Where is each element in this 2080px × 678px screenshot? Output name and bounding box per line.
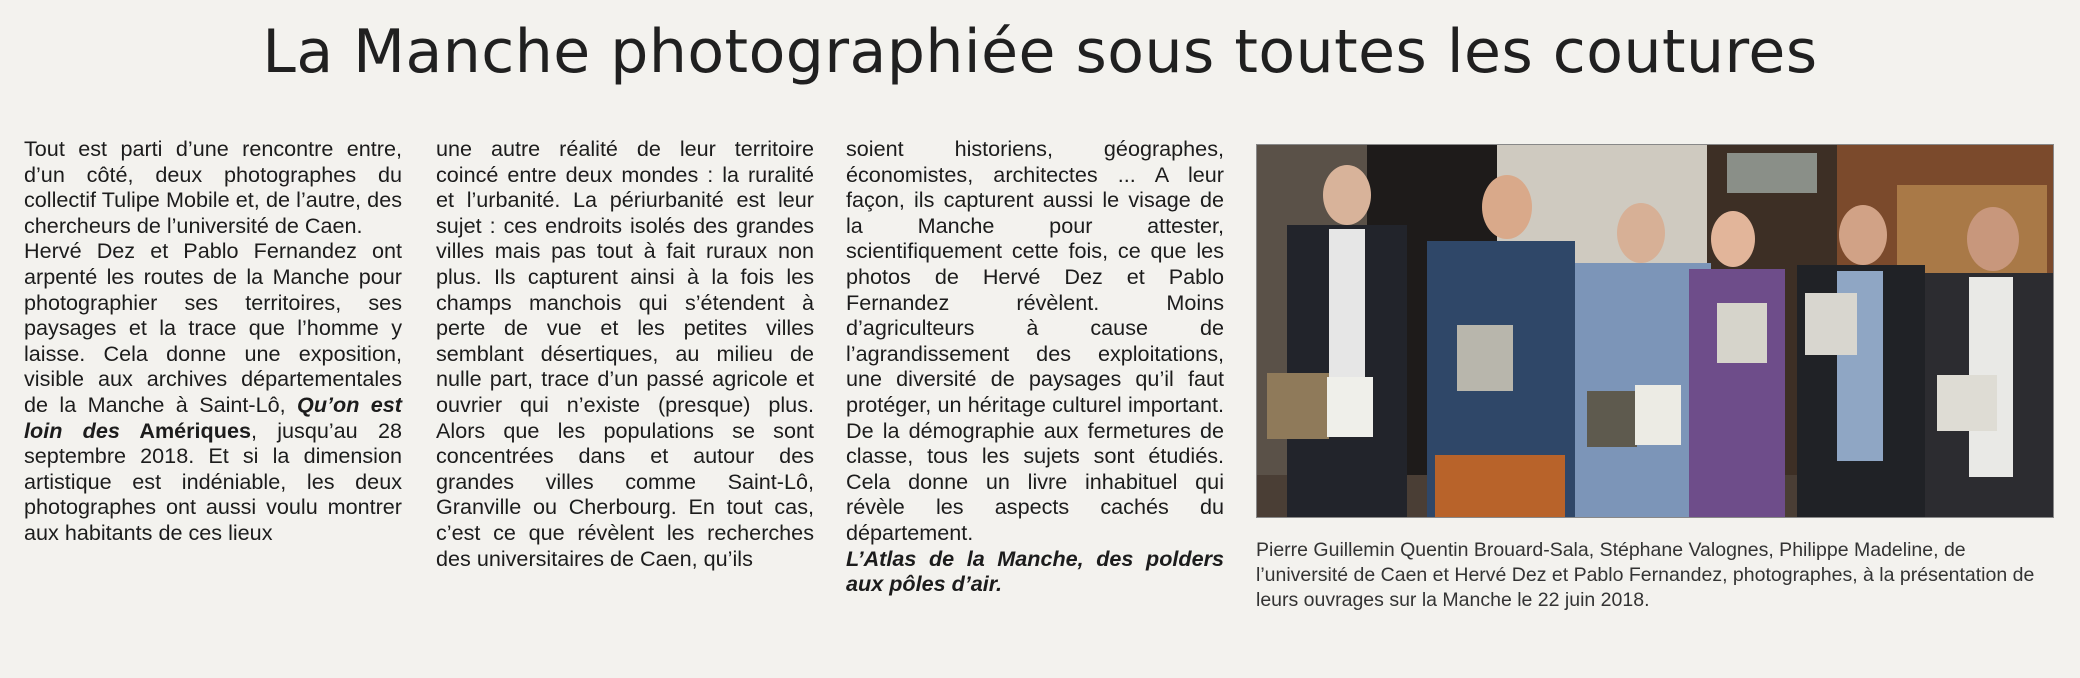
exhibition-text-end: , jusqu’au 28 septembre 2018. Et si la dimension artistique est indéniable, les deux photographes ont aussi voulu montrer aux habitants de ces lieux	[24, 417, 402, 545]
photo-caption: Pierre Guillemin Quentin Brouard-Sala, Stéphane Valognes, Philippe Madeline, de l’université de Caen et Hervé Dez et Pablo Fernandez, photographes, à la présentation de leurs ouvrages sur la Manche le 22 juin 2018.	[1256, 539, 2035, 611]
article-column-2	[436, 136, 814, 571]
paragraph-exhibition	[24, 238, 402, 545]
exhibition-title-bold: Amériques	[119, 417, 251, 443]
exhibition-title-italic: Qu’on est loin des	[24, 391, 402, 443]
exhibition-text-start: Hervé Dez et Pablo Fernandez ont arpenté les routes de la Manche pour photographier ses territoires, ses paysages et la trace que l’homme y laisse. Cela donne une exposition, visible aux archives départementales de la Manche à Saint-Lô,	[24, 238, 402, 417]
book-title: L’Atlas de la Manche, des polders aux pôles d’air.	[846, 545, 1224, 597]
article-column-3	[846, 136, 1224, 597]
headline: La Manche photographiée sous toutes les coutures	[262, 17, 1818, 87]
paragraph-intro: Tout est parti d’une rencontre entre, d’un côté, deux photographes du collectif Tulipe Mobile et, de l’autre, des chercheurs de l’université de Caen.	[24, 136, 402, 238]
paragraph-research: soient historiens, géographes, économistes, architectes ... A leur façon, ils capturent aussi le visage de la Manche pour attester, scientifiquement cette fois, ce que les photos de Hervé Dez et Pablo Fernandez révèlent. Moins d’agriculteurs à cause de l’agrandissement des exploitations, une diversité de paysages qu’il faut protéger, un héritage culturel important. De la démographie aux fermetures de classe, tous les sujets sont étudiés. Cela donne un livre inhabituel qui révèle les aspects cachés du département.	[846, 136, 1224, 545]
paragraph-periurban: une autre réalité de leur territoire coincé entre deux mondes : la ruralité et l’urbanité. La périurbanité est leur sujet : ces endroits isolés des grandes villes mais pas tout à fait ruraux non plus. Ils capturent ainsi à la fois les champs manchois qui s’étendent à perte de vue et les petites villes semblant désertiques, au milieu de nulle part, trace d’un passé agricole et ouvrier qui n’existe (presque) plus. Alors que les populations se sont concentrées dans et autour des grandes villes comme Saint-Lô, Granville ou Cherbourg. En tout cas, c’est ce que révèlent les recherches des universitaires de Caen, qu’ils	[436, 136, 814, 571]
group-photo	[1256, 144, 2054, 518]
article-column-1	[24, 136, 402, 546]
